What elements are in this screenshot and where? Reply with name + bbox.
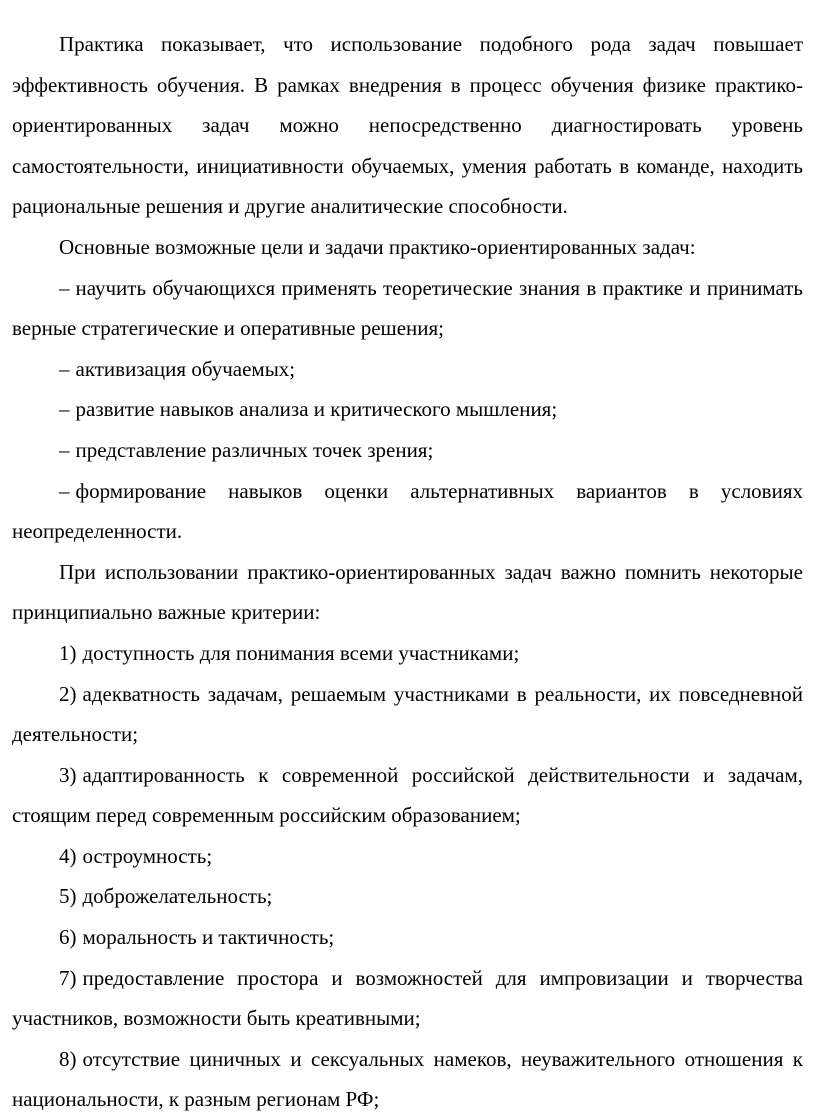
list-marker: 3) — [59, 762, 77, 787]
list-item-text: моральность и тактичность; — [82, 925, 335, 950]
list-marker: – — [59, 437, 70, 462]
list-item-text: формирование навыков оценки альтернативных вариантов в условиях неопределенности. — [12, 478, 803, 544]
list-item-text: предоставление простора и возможностей для импровизации и творчества участников, возможности быть креативными; — [12, 965, 803, 1031]
list-item-text: развитие навыков анализа и критического мышления; — [75, 397, 558, 422]
list-item — [12, 389, 803, 430]
list-item — [12, 917, 803, 958]
list-item-text: активизация обучаемых; — [75, 356, 296, 381]
list-item-text: научить обучающихся применять теоретические знания в практике и принимать верные стратегические и оперативные решения; — [12, 275, 803, 341]
list-item-text: доброжелательность; — [82, 884, 273, 909]
list-item — [12, 876, 803, 917]
list-item — [12, 958, 803, 1039]
list-item — [12, 471, 803, 552]
list-marker: 6) — [59, 925, 77, 950]
list-item-text: доступность для понимания всеми участниками; — [82, 640, 520, 665]
list-marker: 2) — [59, 681, 77, 706]
list-item-text: адекватность задачам, решаемым участниками в реальности, их повседневной деятельности; — [12, 681, 803, 747]
list-marker: – — [59, 275, 70, 300]
list-item-text: представление различных точек зрения; — [75, 437, 434, 462]
list-item-text: адаптированность к современной российской действительности и задачам, стоящим перед современным российским образованием; — [12, 762, 803, 828]
document-page — [12, 24, 803, 1120]
list-item — [12, 1039, 803, 1120]
list-marker: 4) — [59, 843, 77, 868]
list-item-text: остроумность; — [82, 843, 213, 868]
list-marker: 1) — [59, 640, 77, 665]
list-item — [12, 430, 803, 471]
list-item — [12, 674, 803, 755]
paragraph-practice: Практика показывает, что использование подобного рода задач повышает эффективность обучения. В рамках внедрения в процесс обучения физике практико-ориентированных задач можно непосредственно диагностировать уровень самостоятельности, инициативности обучаемых, умения работать в команде, находить рациональные решения и другие аналитические способности. — [12, 32, 803, 219]
list-item — [12, 349, 803, 390]
list-item — [12, 755, 803, 836]
list-item-text: отсутствие циничных и сексуальных намеков, неуважительного отношения к национальности, к разным регионам РФ; — [12, 1046, 803, 1112]
criteria-list — [12, 633, 803, 1120]
list-marker: – — [59, 478, 70, 503]
list-item — [12, 633, 803, 674]
list-item — [12, 268, 803, 349]
goals-list — [12, 268, 803, 552]
list-marker: – — [59, 397, 70, 422]
paragraph-goals-intro: Основные возможные цели и задачи практико-ориентированных задач: — [59, 234, 696, 259]
list-marker: 5) — [59, 884, 77, 909]
list-marker: – — [59, 356, 70, 381]
list-marker: 7) — [59, 965, 77, 990]
list-marker: 8) — [59, 1046, 77, 1071]
list-item — [12, 836, 803, 877]
paragraph-criteria-intro: При использовании практико-ориентированных задач важно помнить некоторые принципиально важные критерии: — [12, 559, 803, 625]
